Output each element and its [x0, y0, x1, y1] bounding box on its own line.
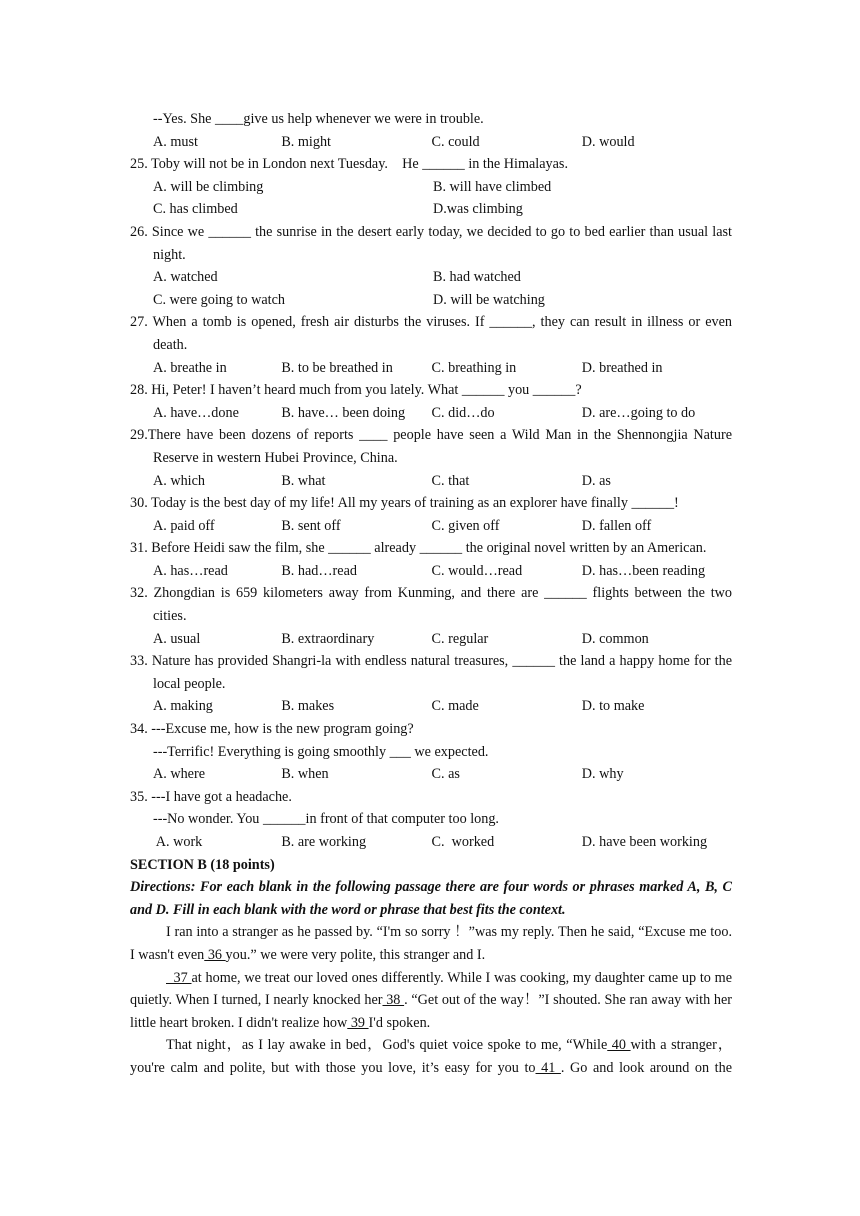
q30-options — [130, 515, 732, 538]
blank-36: 36 — [204, 946, 226, 963]
option-a: A. must — [153, 133, 198, 150]
q26-stem: 26. Since we ______ the sunrise in the desert early today, we decided to go to bed earlier than usual last night. — [130, 223, 732, 263]
passage-paragraph-1 — [130, 921, 732, 966]
option-b: B. are working — [281, 834, 367, 850]
q25-options-row2 — [130, 198, 732, 221]
option-b: B. have… been doing — [281, 404, 406, 421]
passage-text: . Go and look around on the — [560, 1059, 733, 1076]
option-a: A. making — [153, 698, 213, 715]
option-b: B. what — [281, 472, 326, 489]
option-b: B. had…read — [281, 562, 357, 579]
option-d: D. common — [581, 630, 649, 647]
q28-stem: 28. Hi, Peter! I haven’t heard much from you lately. What ______ you ______? — [130, 382, 582, 399]
option-a: A. will be climbing — [153, 178, 264, 195]
passage-text: you.” we were very polite, this stranger and I. — [225, 946, 486, 963]
q34-reply: ---Terrific! Everything is going smoothly ___ we expected. — [153, 743, 489, 760]
q35-options — [130, 831, 732, 854]
q30-stem: 30. Today is the best day of my life! All my years of training as an explorer have finally ______! — [130, 495, 679, 512]
blank-39: 39 — [347, 1014, 369, 1031]
q33-options — [130, 695, 732, 718]
passage-paragraph-2 — [130, 967, 732, 1035]
q27-options — [130, 357, 732, 380]
blank-37: 37 — [166, 969, 192, 986]
q26-options-row2 — [130, 289, 732, 312]
option-a: A. which — [153, 472, 206, 489]
option-b: B. makes — [281, 698, 335, 715]
passage-text: I'd spoken. — [368, 1014, 431, 1031]
option-c: C. would…read — [431, 562, 523, 579]
option-c: C. made — [431, 698, 479, 715]
blank-38: 38 — [382, 992, 405, 1009]
option-c: C. did…do — [431, 404, 495, 421]
q28-options — [130, 402, 732, 425]
passage-text: That night，as I lay awake in bed，God's quiet voice spoke to me, “While — [166, 1037, 608, 1054]
option-a: A. where — [153, 766, 205, 783]
blank-40: 40 — [607, 1037, 631, 1054]
q24-options — [130, 131, 732, 154]
q31-options — [130, 560, 732, 583]
q29-stem: 29.There have been dozens of reports ____ people have seen a Wild Man in the Shennongjia Nature Reserve in western Hubei Province, China. — [130, 427, 732, 466]
option-c: C. worked — [431, 834, 495, 850]
passage-paragraph-3 — [130, 1034, 732, 1079]
option-b: B. sent off — [281, 517, 341, 534]
option-c: C. given off — [431, 517, 500, 534]
document-content — [130, 108, 732, 1080]
q26-options-row1 — [130, 266, 732, 289]
section-heading: SECTION B (18 points) — [130, 856, 275, 873]
option-d: D. will be watching — [433, 291, 545, 308]
passage-text: . “Get out of the way！”I shouted. She ran away with her little heart broken. I didn't realize how — [130, 992, 733, 1031]
passage-text: I ran into a stranger as he passed by. “I'm so sorry ！”was my reply. Then he said, “Excuse me too. I wasn't even — [130, 924, 732, 963]
option-b: B. might — [281, 133, 331, 150]
q34-stem: 34. ---Excuse me, how is the new program going? — [130, 721, 414, 738]
q31-stem: 31. Before Heidi saw the film, she ______ already ______ the original novel written by an American. — [130, 540, 707, 557]
option-a: A. work — [153, 834, 203, 850]
option-c: C. as — [431, 766, 460, 783]
option-c: C. breathing in — [431, 359, 517, 376]
option-a: A. paid off — [153, 517, 215, 534]
option-b: B. extraordinary — [281, 630, 375, 647]
option-c: C. were going to watch — [153, 291, 285, 308]
q34-options — [130, 763, 732, 786]
option-a: A. has…read — [153, 562, 228, 579]
q32-stem: 32. Zhongdian is 659 kilometers away from Kunming, and there are ______ flights between the two cities. — [130, 585, 732, 625]
q29-options — [130, 470, 732, 493]
q25-options-row1 — [130, 176, 732, 199]
passage-text: with a stranger，you're calm and polite, but with those you love, it’s easy for you to — [130, 1037, 733, 1076]
option-a: A. have…done — [153, 404, 239, 421]
option-a: A. watched — [153, 269, 218, 286]
option-b: B. when — [281, 766, 329, 783]
option-b: B. to be breathed in — [281, 359, 393, 376]
option-c: C. has climbed — [153, 201, 238, 218]
q24-stem: --Yes. She ____give us help whenever we were in trouble. — [153, 111, 484, 127]
option-d: D. as — [581, 472, 611, 489]
option-d: D. have been working — [581, 834, 708, 850]
option-a: A. breathe in — [153, 359, 227, 376]
option-d: D. why — [581, 766, 624, 783]
option-c: C. that — [431, 472, 470, 489]
option-d: D. to make — [581, 698, 645, 715]
passage-text: at home, we treat our loved ones differently. While I was cooking, my daughter came up to me quietly. When I turned, I nearly knocked her — [130, 969, 732, 1009]
option-d: D.was climbing — [433, 201, 523, 218]
q25-stem: 25. Toby will not be in London next Tuesday. He ______ in the Himalayas. — [130, 156, 568, 173]
q35-stem: 35. ---I have got a headache. — [130, 788, 292, 805]
option-b: B. will have climbed — [433, 178, 552, 195]
q27-stem: 27. When a tomb is opened, fresh air disturbs the viruses. If ______, they can result in illness or even death. — [130, 314, 732, 353]
option-d: D. are…going to do — [581, 404, 696, 421]
option-c: C. regular — [431, 630, 489, 647]
q32-options — [130, 628, 732, 651]
q33-stem: 33. Nature has provided Shangri-la with endless natural treasures, ______ the land a happy home for the local people. — [130, 653, 732, 692]
q35-reply: ---No wonder. You ______in front of that computer too long. — [153, 811, 499, 828]
option-c: C. could — [431, 133, 480, 150]
option-d: D. breathed in — [581, 359, 663, 376]
option-d: D. has…been reading — [581, 562, 706, 579]
section-directions: Directions: For each blank in the following passage there are four words or phrases marked A, B, C and D. Fill in each blank with the word or phrase that best fits the context. — [130, 879, 732, 918]
option-d: D. would — [581, 133, 635, 150]
option-b: B. had watched — [433, 269, 521, 286]
option-a: A. usual — [153, 630, 201, 647]
option-d: D. fallen off — [581, 517, 652, 534]
blank-41: 41 — [535, 1059, 561, 1076]
